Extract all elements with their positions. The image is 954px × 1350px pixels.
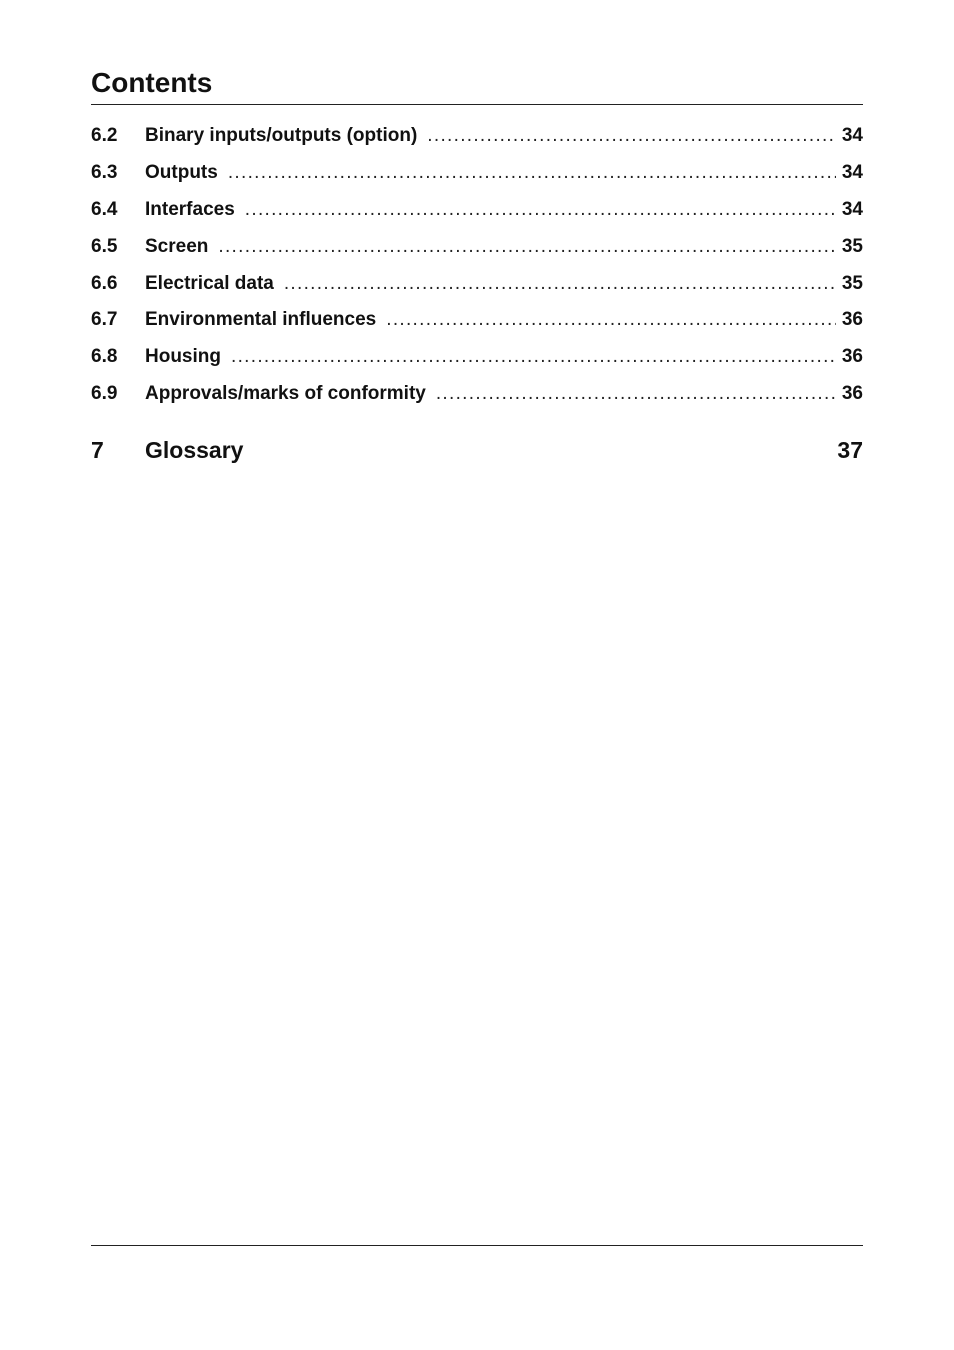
toc-entry-6-2[interactable] xyxy=(91,118,863,155)
dot-leader xyxy=(427,118,836,154)
toc-entry-number: 6.8 xyxy=(91,346,118,368)
toc-entry-title[interactable]: Outputs xyxy=(145,161,218,183)
toc-entry-title[interactable]: Interfaces xyxy=(145,198,235,220)
toc-entry-page[interactable]: 35 xyxy=(841,272,863,294)
chapter-number: 7 xyxy=(91,437,104,463)
toc-entry-6-6[interactable] xyxy=(91,266,863,303)
table-of-contents xyxy=(91,118,863,413)
dot-leader xyxy=(231,339,836,375)
toc-entry-number: 6.2 xyxy=(91,125,118,146)
toc-entry-title[interactable]: Housing xyxy=(145,346,221,368)
toc-entry-6-4[interactable] xyxy=(91,192,863,229)
toc-entry-page[interactable]: 35 xyxy=(841,235,863,257)
chapter-title[interactable]: Glossary xyxy=(145,437,244,463)
toc-entry-number: 6.3 xyxy=(91,161,118,183)
toc-chapter-glossary[interactable] xyxy=(91,433,863,467)
dot-leader xyxy=(245,192,836,228)
header-divider xyxy=(91,104,863,105)
toc-entry-page[interactable]: 36 xyxy=(841,383,863,405)
dot-leader xyxy=(436,376,836,412)
chapter-page[interactable]: 37 xyxy=(837,437,863,463)
toc-entry-number: 6.7 xyxy=(91,309,118,331)
dot-leader xyxy=(218,229,835,265)
toc-entry-page[interactable]: 34 xyxy=(841,198,863,220)
toc-entry-title[interactable]: Approvals/marks of conformity xyxy=(145,383,426,405)
toc-entry-number: 6.9 xyxy=(91,383,118,405)
footer-divider xyxy=(91,1245,863,1246)
toc-entry-number: 6.6 xyxy=(91,272,118,294)
toc-entry-title[interactable]: Electrical data xyxy=(145,272,274,294)
toc-entry-title[interactable]: Binary inputs/outputs (option) xyxy=(145,125,418,146)
toc-entry-6-9[interactable] xyxy=(91,376,863,413)
toc-entry-6-8[interactable] xyxy=(91,339,863,376)
toc-entry-title[interactable]: Environmental influences xyxy=(145,309,377,331)
toc-entry-6-7[interactable] xyxy=(91,302,863,339)
dot-leader xyxy=(228,155,836,191)
toc-entry-page[interactable]: 34 xyxy=(841,125,863,146)
dot-leader xyxy=(386,302,836,338)
toc-entry-6-3[interactable] xyxy=(91,155,863,192)
toc-entry-page[interactable]: 34 xyxy=(841,161,863,183)
toc-entry-page[interactable]: 36 xyxy=(841,309,863,331)
toc-entry-page[interactable]: 36 xyxy=(841,346,863,368)
toc-entry-number: 6.5 xyxy=(91,235,118,257)
page-title: Contents xyxy=(91,67,213,98)
dot-leader xyxy=(284,266,836,302)
toc-entry-number: 6.4 xyxy=(91,198,118,220)
toc-entry-6-5[interactable] xyxy=(91,229,863,266)
toc-entry-title[interactable]: Screen xyxy=(145,235,209,257)
